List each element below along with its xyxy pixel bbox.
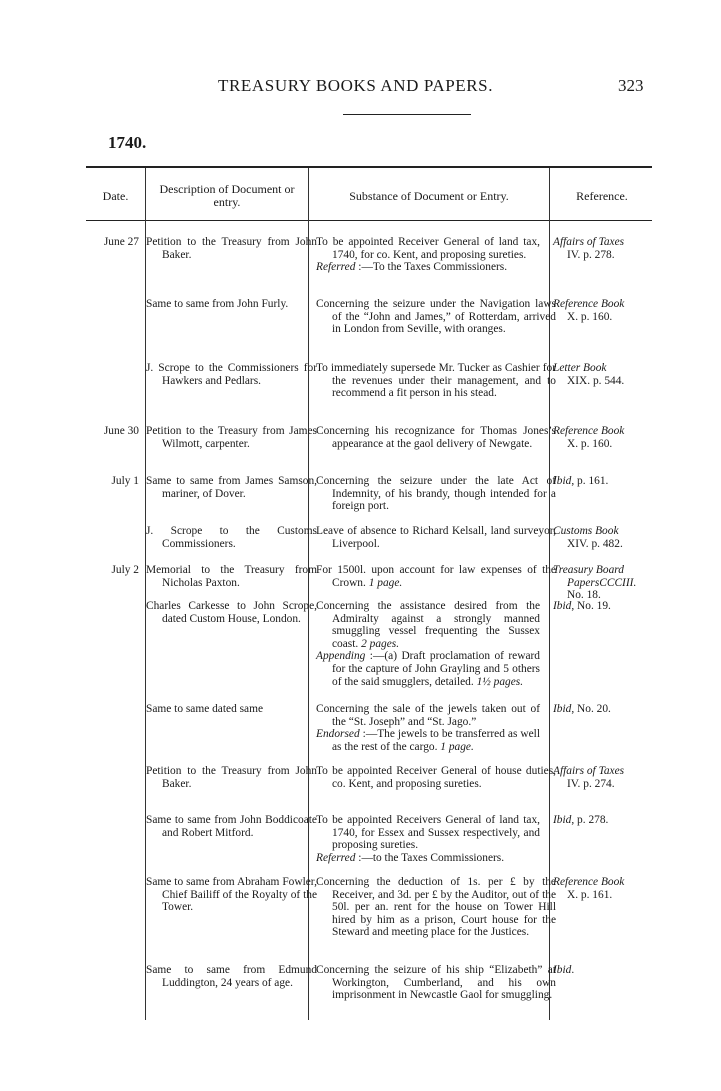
note-pages: 1 page. bbox=[440, 740, 474, 753]
reference-detail: X. p. 160. bbox=[567, 310, 613, 323]
reference-source: Reference Book bbox=[553, 298, 625, 310]
reference-source: Ibid bbox=[553, 964, 572, 976]
entry-substance: Leave of absence to Richard Kelsall, land surveyor, Liverpool. bbox=[316, 525, 556, 550]
entry-substance bbox=[316, 703, 540, 753]
header-substance: Substance of Document or Entry. bbox=[349, 188, 509, 203]
reference-source: Treasury Board bbox=[553, 564, 624, 576]
head-rule bbox=[343, 114, 471, 115]
entry-description: Same to same from James Samson, mariner, of Dover. bbox=[146, 475, 317, 500]
reference-number: No. 18. bbox=[567, 589, 601, 602]
year-heading: 1740. bbox=[108, 133, 147, 152]
note-label: Referred bbox=[316, 261, 356, 274]
entry-substance: To immediately supersede Mr. Tucker as Cashier for the revenues under their management, and to recommend a fit person in his stead. bbox=[316, 362, 556, 400]
header-reference: Reference. bbox=[576, 188, 628, 203]
reference-detail: XIX. p. 544. bbox=[567, 374, 625, 387]
entry-substance bbox=[316, 564, 556, 589]
reference-source: Customs Book bbox=[553, 525, 619, 537]
note-text: :—to the Taxes Commissioners. bbox=[355, 851, 505, 864]
entry-substance: Concerning his recognizance for Thomas Jones’s appearance at the gaol delivery of Newgate. bbox=[316, 425, 556, 450]
reference-detail: , No. 19. bbox=[571, 600, 611, 612]
entry-description: Same to same from Abraham Fowler, Chief Bailiff of the Royalty of the Tower. bbox=[146, 876, 317, 914]
reference-source: Reference Book bbox=[553, 876, 625, 888]
page-count: 1 page. bbox=[368, 576, 403, 589]
entry-description: Petition to the Treasury from John Baker. bbox=[146, 765, 317, 790]
reference-source: Letter Book bbox=[553, 362, 607, 374]
entry-substance: Concerning the seizure under the Navigation laws of the “John and James,” of Rotterdam, arrived in London from Seville, with oranges. bbox=[316, 298, 556, 336]
reference-detail: X. p. 160. bbox=[567, 437, 613, 450]
entry-reference bbox=[553, 703, 648, 716]
reference-source: Affairs of Taxes bbox=[553, 765, 625, 777]
entry-description: Memorial to the Treasury from Nicholas Paxton. bbox=[146, 564, 317, 589]
running-title: TREASURY BOOKS AND PAPERS. bbox=[218, 76, 494, 95]
reference-detail: IV. p. 274. bbox=[567, 777, 615, 790]
reference-detail: PapersCCCIII. bbox=[567, 576, 637, 589]
entry-substance: Concerning the seizure of his ship “Elizabeth” at Workington, Cumberland, and his own imprisonment in Newcastle Gaol for smuggling. bbox=[316, 964, 556, 1002]
entry-reference bbox=[553, 876, 648, 901]
header-date: Date. bbox=[102, 188, 129, 203]
entry-description: Same to same from John Furly. bbox=[146, 298, 289, 310]
substance-note bbox=[316, 728, 540, 753]
page-count: 2 pages. bbox=[361, 637, 400, 650]
entry-description: Same to same dated same bbox=[146, 703, 264, 715]
substance-note bbox=[316, 852, 540, 865]
header-description: Description of Document or entry. bbox=[159, 182, 295, 209]
reference-detail: , No. 20. bbox=[571, 703, 611, 715]
entry-reference bbox=[553, 964, 648, 977]
table-top-rule bbox=[86, 166, 652, 168]
entry-reference bbox=[553, 298, 648, 323]
entry-description: Petition to the Treasury from James Wilmott, carpenter. bbox=[146, 425, 317, 450]
entry-reference bbox=[553, 564, 648, 602]
note-text: :—To the Taxes Commissioners. bbox=[355, 261, 508, 274]
entry-substance: Concerning the deduction of 1s. per £ by the Receiver, and 3d. per £ by the Auditor, out of the 50l. per an. rent for the house on Tower Hill hired by him as a prison, Court house for the Steward and meeting place for the Justices. bbox=[316, 876, 556, 939]
substance-body: Concerning the assistance desired from the Admiralty against a strongly manned smuggling vessel frequenting the Sussex coast. bbox=[316, 600, 540, 650]
page-number: 323 bbox=[618, 76, 644, 95]
note-text: :—The jewels to be transferred as well as the rest of the cargo. bbox=[332, 728, 540, 753]
entry-description: J. Scrope to the Commissioners for Hawkers and Pedlars. bbox=[146, 362, 317, 387]
substance-text: Concerning the sale of the jewels taken out of the “St. Joseph” and “St. Jago.” bbox=[316, 703, 540, 728]
reference-source: Ibid bbox=[553, 600, 572, 612]
reference-detail: X. p. 161. bbox=[567, 888, 613, 901]
note-label: Referred bbox=[316, 851, 356, 864]
note-text: :—(a) Draft proclamation of reward for the capture of John Grayling and 5 others of the said smugglers, detailed. bbox=[332, 650, 540, 688]
table-header-rule bbox=[86, 220, 652, 221]
entry-description: J. Scrope to the Customs Commissioners. bbox=[146, 525, 317, 550]
running-head bbox=[0, 76, 721, 100]
entry-date: July 2 bbox=[111, 564, 139, 576]
reference-detail: . bbox=[571, 964, 575, 976]
reference-source: Ibid bbox=[553, 475, 572, 487]
reference-detail: , p. 161. bbox=[571, 475, 609, 487]
reference-source: Ibid bbox=[553, 814, 572, 826]
entry-description: Same to same from Edmund Luddington, 24 years of age. bbox=[146, 964, 317, 989]
entry-reference bbox=[553, 765, 648, 790]
entry-reference bbox=[553, 425, 648, 450]
substance-text: To be appointed Receivers General of land tax, 1740, for Essex and Sussex respectively, and proposing sureties. bbox=[316, 814, 540, 852]
entry-reference bbox=[553, 475, 648, 488]
entry-substance bbox=[316, 236, 540, 274]
entry-description: Same to same from John Boddicoate and Robert Mitford. bbox=[146, 814, 317, 839]
note-label: Endorsed bbox=[316, 728, 360, 741]
entry-date: June 27 bbox=[103, 236, 139, 248]
reference-detail: XIV. p. 482. bbox=[567, 537, 623, 550]
entry-date: June 30 bbox=[103, 425, 139, 437]
entry-reference bbox=[553, 814, 648, 827]
reference-detail: IV. p. 278. bbox=[567, 248, 615, 261]
entry-description: Charles Carkesse to John Scrope, dated Custom House, London. bbox=[146, 600, 317, 625]
entry-substance bbox=[316, 814, 540, 864]
reference-source: Reference Book bbox=[553, 425, 625, 437]
entry-reference bbox=[553, 600, 648, 613]
reference-source: Ibid bbox=[553, 703, 572, 715]
entry-substance: To be appointed Receiver General of house duties, co. Kent, and proposing sureties. bbox=[316, 765, 556, 790]
substance-note bbox=[316, 261, 540, 274]
entry-reference bbox=[553, 525, 648, 550]
substance-note bbox=[316, 650, 540, 688]
reference-source: Affairs of Taxes bbox=[553, 236, 625, 248]
substance-text: For 1500l. upon account for law expenses of the Crown. bbox=[316, 564, 556, 589]
substance-text bbox=[316, 600, 540, 650]
entry-date: July 1 bbox=[111, 475, 139, 487]
entry-description: Petition to the Treasury from John Baker. bbox=[146, 236, 317, 261]
note-label: Appending bbox=[316, 650, 366, 663]
substance-text: To be appointed Receiver General of land tax, 1740, for co. Kent, and proposing sureties. bbox=[316, 236, 540, 261]
entry-substance bbox=[316, 600, 540, 688]
entry-reference bbox=[553, 362, 648, 387]
note-pages: 1½ pages. bbox=[476, 675, 524, 688]
entry-reference bbox=[553, 236, 648, 261]
entry-substance: Concerning the seizure under the late Act of Indemnity, of his brandy, though intended for a foreign port. bbox=[316, 475, 556, 513]
reference-detail: , p. 278. bbox=[571, 814, 609, 826]
